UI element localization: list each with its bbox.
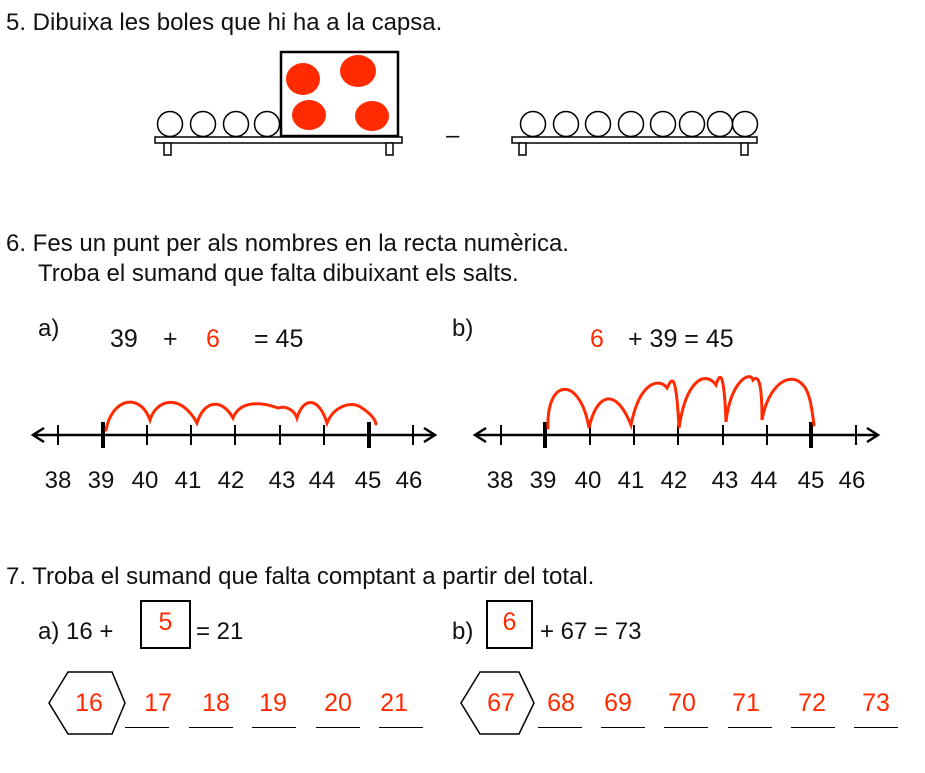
answer-blank (538, 727, 582, 728)
tick-label: 42 (217, 467, 245, 494)
number-line-b (475, 377, 878, 448)
hexagon-b-start: 67 (487, 689, 515, 717)
answer-blank (854, 727, 898, 728)
sequence-number: 70 (668, 689, 696, 717)
sequence-number: 72 (798, 689, 826, 717)
sequence-number: 73 (862, 689, 890, 717)
red-ball-3 (292, 100, 326, 130)
answer-blank (316, 727, 360, 728)
tick-label: 40 (131, 467, 159, 494)
tick-label: 38 (44, 467, 72, 494)
tick-label: 43 (711, 467, 739, 494)
minus-sign: – (446, 122, 460, 149)
ex7b-answer-box: 6 (486, 600, 533, 649)
tick-label: 39 (87, 467, 115, 494)
ball-left-3 (224, 112, 249, 137)
answer-blank (791, 727, 835, 728)
tick-label: 46 (395, 467, 423, 494)
tick-label: 44 (308, 467, 336, 494)
answer-blank (728, 727, 772, 728)
ex6a-rest: = 45 (254, 325, 304, 353)
red-ball-4 (355, 101, 389, 131)
answer-blank (601, 727, 645, 728)
ball-left-4 (255, 112, 280, 137)
ex7a-answer-box: 5 (140, 600, 191, 649)
answer-blank (189, 727, 233, 728)
ex7a-suffix: = 21 (196, 618, 244, 645)
answer-blank (379, 727, 423, 728)
red-ball-1 (286, 63, 320, 95)
ex7b-suffix: + 67 = 73 (540, 618, 642, 645)
ex6a-first: 39 (110, 325, 138, 353)
tick-label: 44 (750, 467, 778, 494)
tick-label: 46 (838, 467, 866, 494)
ex7a-prefix: a) 16 + (38, 618, 114, 645)
sequence-number: 69 (604, 689, 632, 717)
jump-arcs-b (548, 377, 814, 428)
right-rack (512, 112, 758, 156)
ex6b-label: b) (452, 315, 474, 342)
tick-label: 39 (529, 467, 557, 494)
ex6a-label: a) (38, 315, 60, 342)
tick-label: 45 (797, 467, 825, 494)
ex7-title: 7. Troba el sumand que falta comptant a partir del total. (6, 563, 595, 590)
sequence-number: 18 (202, 689, 230, 717)
ex5-title: 5. Dibuixa les boles que hi ha a la capsa. (6, 9, 443, 36)
answer-blank (252, 727, 296, 728)
tick-label: 43 (268, 467, 296, 494)
answer-blank (664, 727, 708, 728)
tick-label: 45 (354, 467, 382, 494)
ball-left-1 (158, 112, 183, 137)
answer-blank (125, 727, 169, 728)
ex6-title-line1: 6. Fes un punt per als nombres en la recta numèrica. (6, 230, 569, 257)
hexagon-a-start: 16 (75, 689, 103, 717)
ball-left-2 (191, 112, 216, 137)
ex6a-plus: + (163, 325, 178, 353)
tick-label: 41 (174, 467, 202, 494)
left-rack (155, 52, 402, 155)
ex6b-rest: + 39 = 45 (628, 325, 734, 353)
sequence-number: 68 (547, 689, 575, 717)
ex6-title-line2: Troba el sumand que falta dibuixant els salts. (38, 260, 519, 287)
sequence-number: 20 (324, 689, 352, 717)
ex7b-prefix: b) (452, 618, 474, 645)
ex6a-missing: 6 (206, 325, 220, 353)
sequence-number: 21 (380, 689, 408, 717)
sequence-number: 17 (144, 689, 172, 717)
sequence-number: 71 (732, 689, 760, 717)
tick-label: 42 (660, 467, 688, 494)
number-line-a (33, 402, 435, 448)
tick-label: 40 (574, 467, 602, 494)
red-ball-2 (340, 55, 376, 87)
tick-label: 38 (486, 467, 514, 494)
tick-label: 41 (617, 467, 645, 494)
sequence-number: 19 (259, 689, 287, 717)
ex6b-missing: 6 (590, 325, 604, 353)
